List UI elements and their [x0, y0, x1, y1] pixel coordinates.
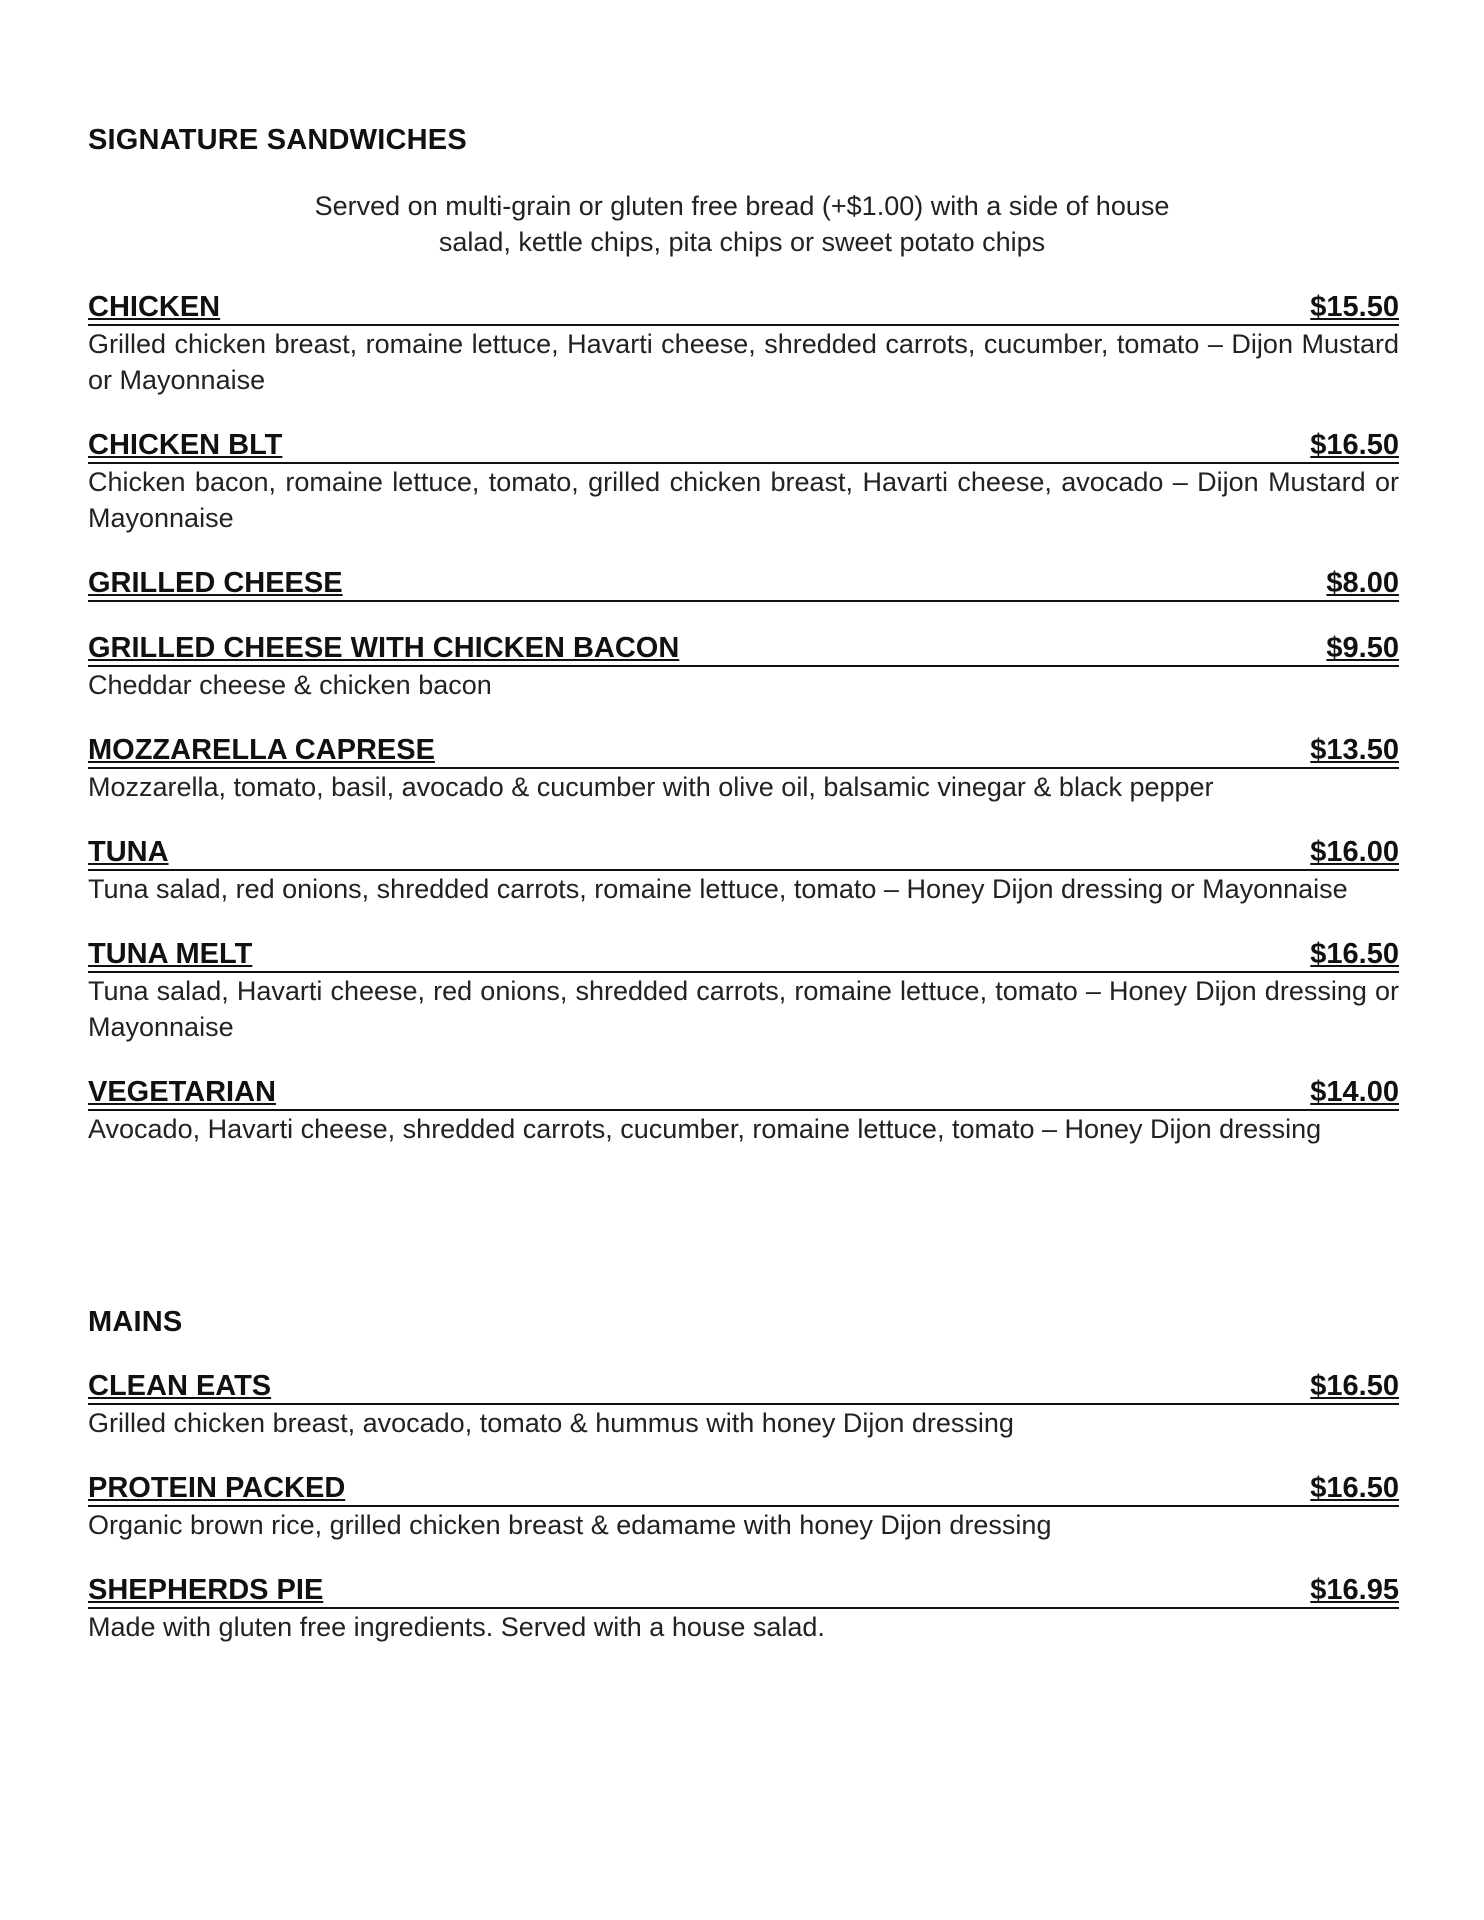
- item-name: VEGETARIAN: [88, 1076, 276, 1108]
- menu-item-header: [88, 290, 1399, 326]
- item-description: Organic brown rice, grilled chicken breast & edamame with honey Dijon dressing: [88, 1510, 1052, 1540]
- item-name: GRILLED CHEESE: [88, 567, 343, 599]
- menu-item: [88, 1573, 1399, 1645]
- menu-item-header: [88, 733, 1399, 769]
- item-price: $13.50: [1310, 734, 1399, 766]
- menu-item: [88, 937, 1399, 1045]
- menu-item: [88, 1471, 1399, 1543]
- menu-item: [88, 1369, 1399, 1441]
- subtitle-line-2: salad, kettle chips, pita chips or sweet potato chips: [438, 227, 1046, 257]
- item-description: Mozzarella, tomato, basil, avocado & cucumber with olive oil, balsamic vinegar & black pepper: [88, 772, 1214, 802]
- item-description: Grilled chicken breast, avocado, tomato & hummus with honey Dijon dressing: [88, 1408, 1014, 1438]
- menu-item: [88, 290, 1399, 398]
- item-name: TUNA: [88, 836, 169, 868]
- item-name: GRILLED CHEESE WITH CHICKEN BACON: [88, 632, 680, 664]
- item-price: $16.50: [1310, 938, 1399, 970]
- item-description: Grilled chicken breast, romaine lettuce, Havarti cheese, shredded carrots, cucumber, tomato – Dijon Mustard or Mayonnaise: [88, 329, 1399, 395]
- item-price: $16.00: [1310, 836, 1399, 868]
- mains-heading: MAINS: [88, 1306, 183, 1338]
- menu-item-header: [88, 1573, 1399, 1609]
- item-description: Chicken bacon, romaine lettuce, tomato, grilled chicken breast, Havarti cheese, avocado – Dijon Mustard or Mayonnaise: [88, 467, 1399, 533]
- item-description: Avocado, Havarti cheese, shredded carrots, cucumber, romaine lettuce, tomato – Honey Dijon dressing: [88, 1114, 1322, 1144]
- menu-item: [88, 733, 1399, 805]
- item-name: SHEPHERDS PIE: [88, 1574, 324, 1606]
- item-price: $16.50: [1310, 429, 1399, 461]
- item-description: Tuna salad, red onions, shredded carrots, romaine lettuce, tomato – Honey Dijon dressing or Mayonnaise: [88, 874, 1348, 904]
- item-name: CLEAN EATS: [88, 1370, 272, 1402]
- menu-item: [88, 566, 1399, 602]
- item-price: $15.50: [1310, 291, 1399, 323]
- item-price: $16.95: [1310, 1574, 1399, 1606]
- sandwiches-heading: SIGNATURE SANDWICHES: [88, 124, 467, 156]
- item-description: Cheddar cheese & chicken bacon: [88, 670, 492, 700]
- menu-item: [88, 1075, 1399, 1147]
- item-name: MOZZARELLA CAPRESE: [88, 734, 435, 766]
- item-price: $14.00: [1310, 1076, 1399, 1108]
- item-price: $16.50: [1310, 1370, 1399, 1402]
- item-name: TUNA MELT: [88, 938, 253, 970]
- item-name: CHICKEN: [88, 291, 221, 323]
- menu-item: [88, 631, 1399, 703]
- menu-item-header: [88, 428, 1399, 464]
- item-description: Tuna salad, Havarti cheese, red onions, shredded carrots, romaine lettuce, tomato – Honey Dijon dressing or Mayonnaise: [88, 976, 1399, 1042]
- menu-item: [88, 835, 1399, 907]
- item-price: $16.50: [1310, 1472, 1399, 1504]
- item-price: $8.00: [1326, 567, 1399, 599]
- item-name: CHICKEN BLT: [88, 429, 283, 461]
- item-description: Made with gluten free ingredients. Served with a house salad.: [88, 1612, 825, 1642]
- menu-item-header: [88, 1369, 1399, 1405]
- menu-item-header: [88, 1075, 1399, 1111]
- menu-item-header: [88, 937, 1399, 973]
- menu-item-header: [88, 631, 1399, 667]
- item-price: $9.50: [1326, 632, 1399, 664]
- menu-item-header: [88, 566, 1399, 602]
- item-name: PROTEIN PACKED: [88, 1472, 346, 1504]
- subtitle-line-1: Served on multi-grain or gluten free bread (+$1.00) with a side of house: [314, 191, 1170, 221]
- menu-item: [88, 428, 1399, 536]
- sandwiches-subtitle: [250, 188, 1234, 260]
- menu-item-header: [88, 835, 1399, 871]
- menu-item-header: [88, 1471, 1399, 1507]
